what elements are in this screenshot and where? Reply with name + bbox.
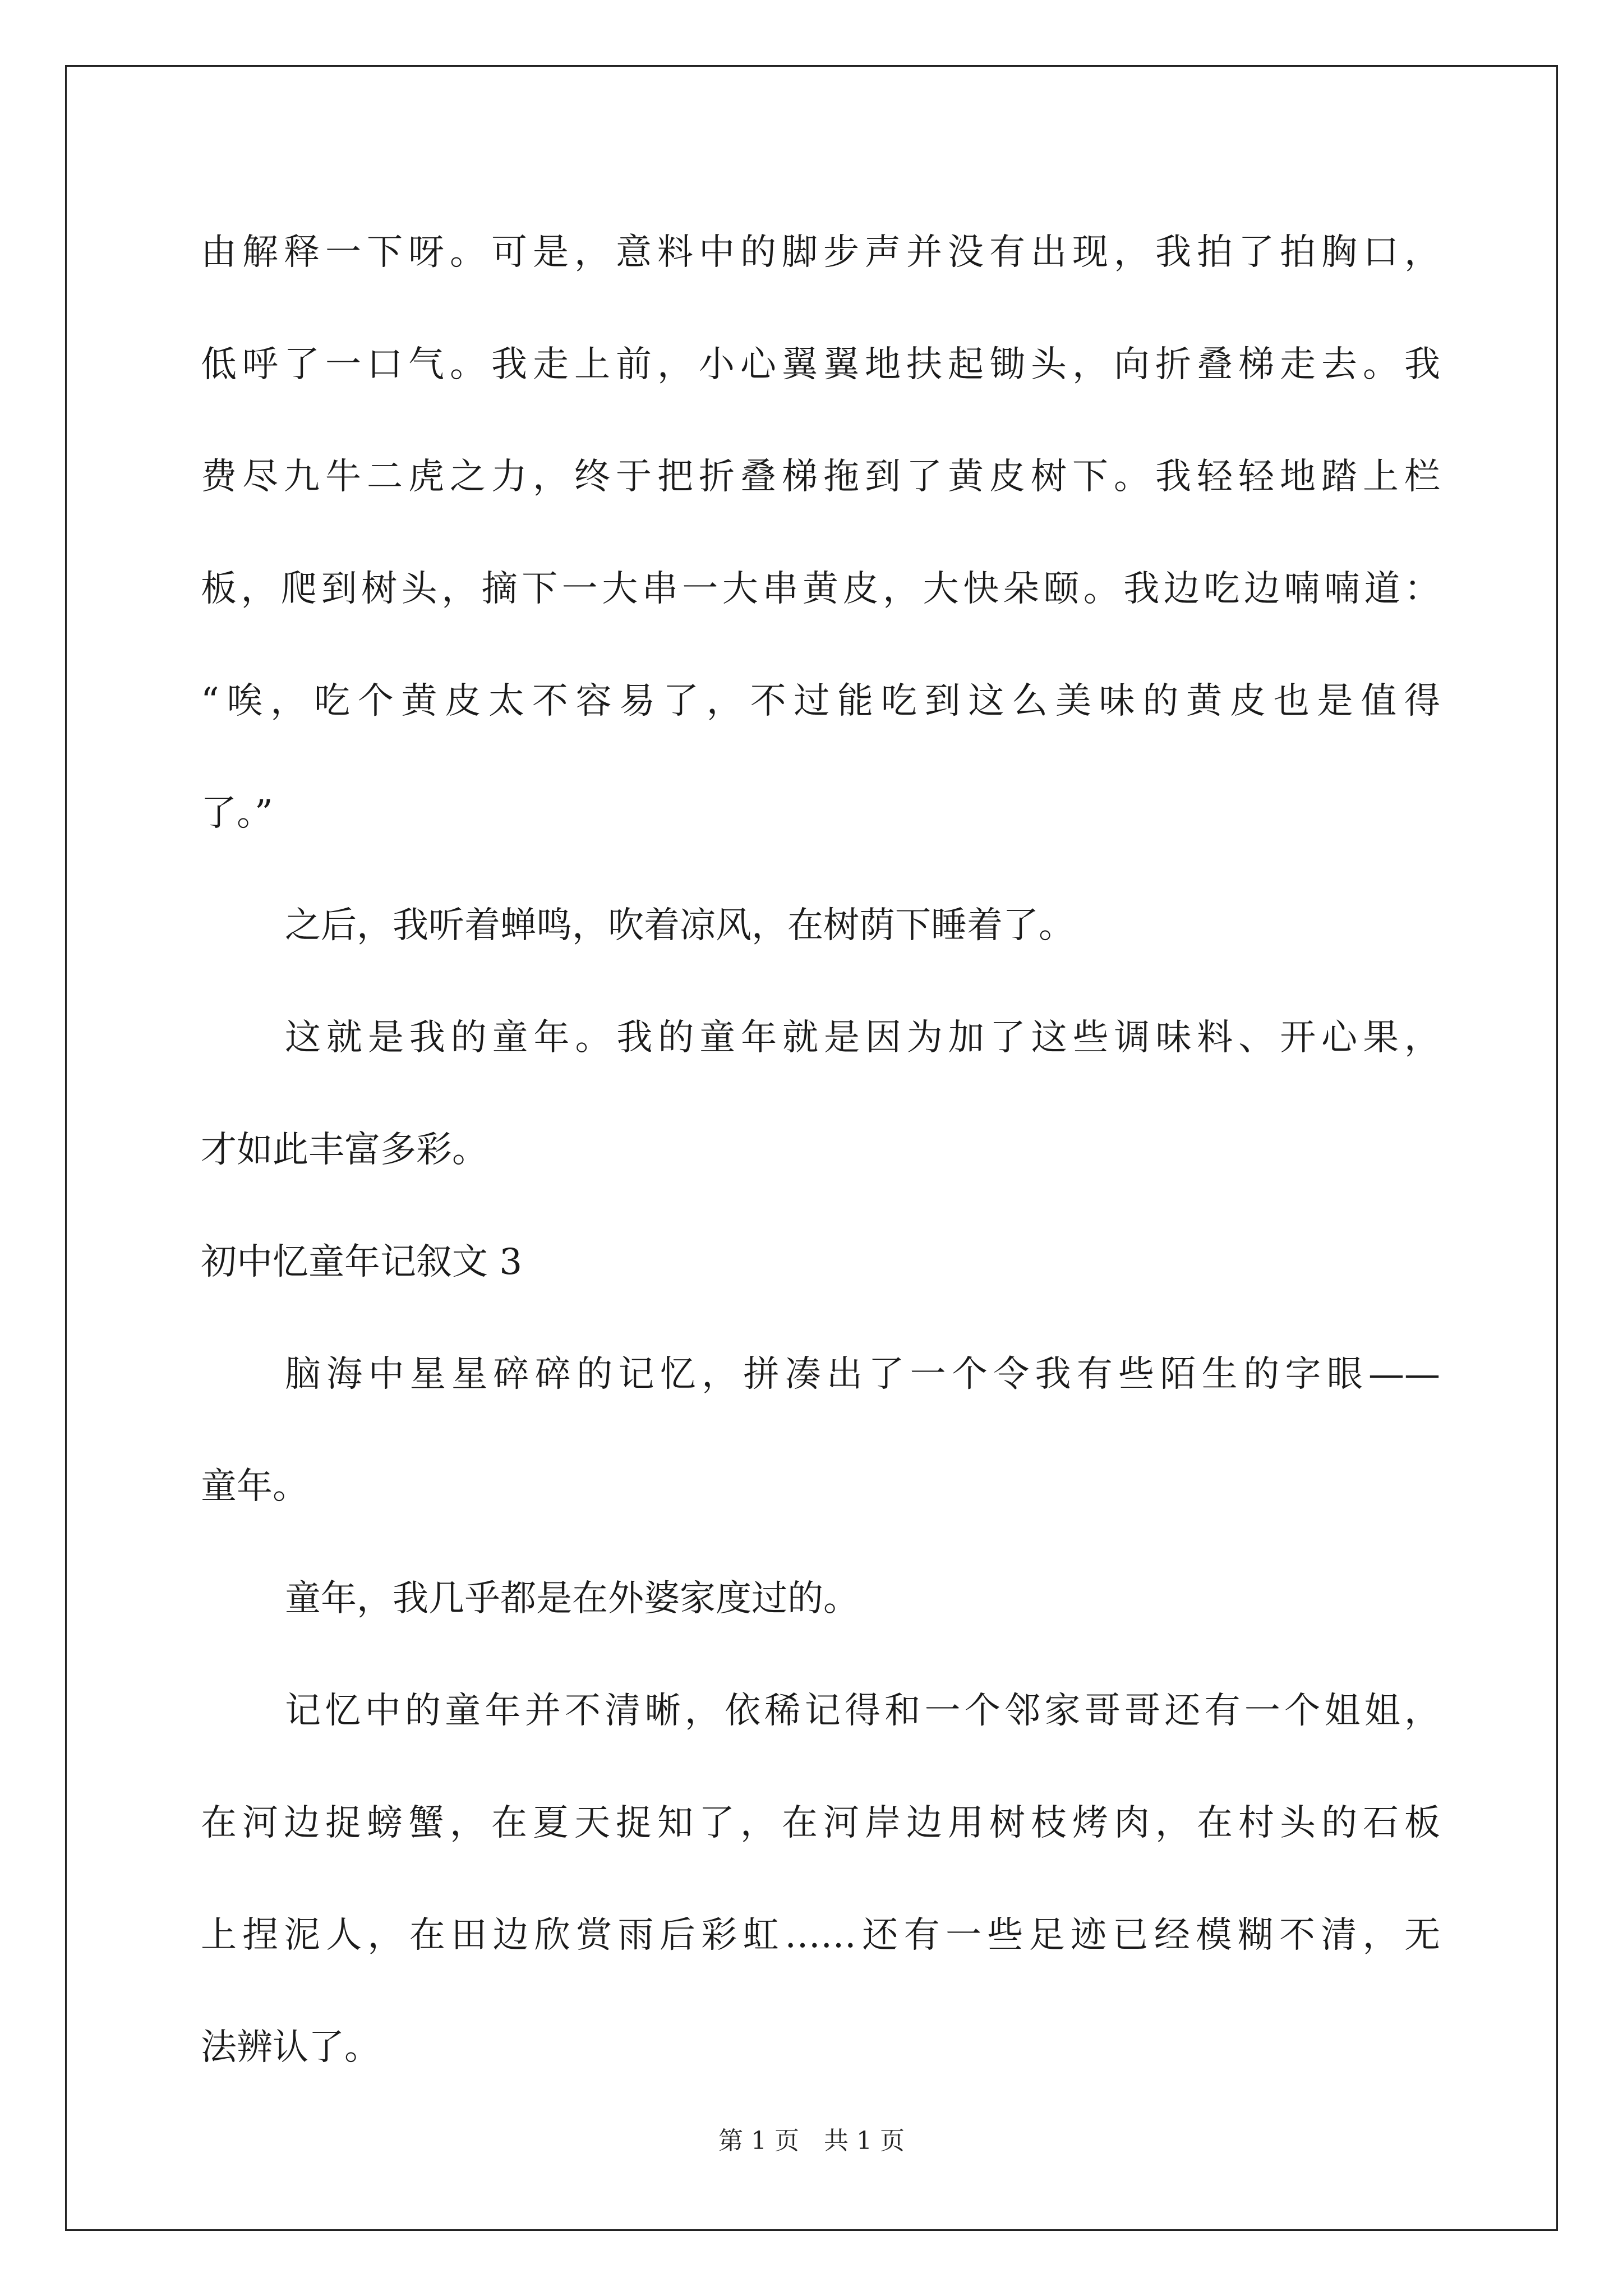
paragraph-line: 了。”	[201, 793, 273, 834]
paragraph-line: 这就是我的童年。我的童年就是因为加了这些调味料、开心果，	[285, 1017, 1440, 1059]
section-heading: 初中忆童年记叙文 3	[201, 1241, 523, 1283]
paragraph-line: 板，爬到树头，摘下一大串一大串黄皮，大快朵颐。我边吃边喃喃道：	[201, 568, 1440, 610]
paragraph-line: 由解释一下呀。可是，意料中的脚步声并没有出现，我拍了拍胸口，	[201, 232, 1440, 273]
paragraph-line: 之后，我听着蝉鸣，吹着凉风，在树荫下睡着了。	[285, 905, 1075, 946]
paragraph-line: 低呼了一口气。我走上前，小心翼翼地扶起锄头，向折叠梯走去。我	[201, 344, 1440, 385]
page-number: 第 1 页	[718, 2127, 799, 2155]
paragraph-line: 童年，我几乎都是在外婆家度过的。	[285, 1578, 859, 1619]
document-body	[201, 196, 1440, 2104]
paragraph-line: 才如此丰富多彩。	[201, 1129, 488, 1171]
paragraph-line: 上捏泥人，在田边欣赏雨后彩虹……还有一些足迹已经模糊不清，无	[201, 1915, 1440, 1956]
paragraph-line: 费尽九牛二虎之力，终于把折叠梯拖到了黄皮树下。我轻轻地踏上栏	[201, 456, 1440, 498]
paragraph-line: “唉，吃个黄皮太不容易了，不过能吃到这么美味的黄皮也是值得	[201, 680, 1440, 722]
paragraph-line: 童年。	[201, 1466, 308, 1507]
page-footer	[0, 2120, 1623, 2156]
paragraph-line: 记忆中的童年并不清晰，依稀记得和一个邻家哥哥还有一个姐姐，	[285, 1690, 1440, 1732]
paragraph-line: 在河边捉螃蟹，在夏天捉知了，在河岸边用树枝烤肉，在村头的石板	[201, 1802, 1440, 1844]
paragraph-line: 脑海中星星碎碎的记忆，拼凑出了一个令我有些陌生的字眼——	[285, 1354, 1440, 1395]
paragraph-line: 法辨认了。	[201, 2027, 380, 2068]
page-total: 共 1 页	[824, 2127, 905, 2155]
